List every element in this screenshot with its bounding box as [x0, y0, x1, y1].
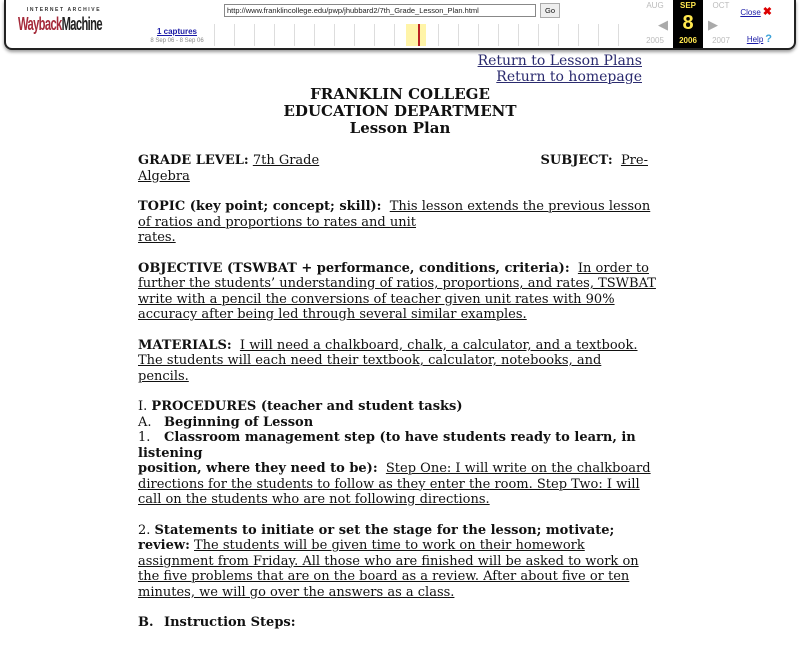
- topic-label: TOPIC (key point; concept; skill):: [138, 199, 382, 214]
- timeline-tick: [458, 24, 459, 46]
- current-month: SEP: [679, 1, 696, 10]
- timeline-tick: [294, 24, 295, 46]
- section-a-heading: [138, 415, 656, 431]
- step-1-number: 1.: [138, 430, 151, 445]
- objective-value: In order to further the students’ understanding of ratios, proportions, and rates, TSWBAT write with a pencil the conversions of teacher given unit rates with 90% accuracy after being led through several similar examples.: [138, 260, 656, 322]
- timeline-tick: [498, 24, 499, 46]
- capture-timeline[interactable]: [212, 24, 636, 46]
- topic-value-end: rates.: [138, 230, 176, 245]
- timeline-tick: [334, 24, 335, 46]
- next-year: 2007: [712, 36, 730, 45]
- grade-subject-row: [138, 153, 656, 184]
- section-b-number: B.: [138, 615, 154, 630]
- timeline-tick: [478, 24, 479, 46]
- logo-wayback-machine-text: WaybackMachine: [18, 14, 102, 34]
- timeline-tick: [598, 24, 599, 46]
- timeline-year-highlight: [406, 24, 426, 46]
- grade-level-label: GRADE LEVEL:: [138, 153, 249, 168]
- wayback-toolbar: [4, 0, 796, 50]
- timeline-tick: [274, 24, 275, 46]
- subject-label: SUBJECT:: [540, 153, 613, 168]
- step-2: [138, 523, 656, 601]
- timeline-tick: [314, 24, 315, 46]
- objective-label: OBJECTIVE (TSWBAT + performance, conditions, criteria):: [138, 260, 570, 276]
- procedures-number: I.: [138, 399, 148, 414]
- procedures-label: PROCEDURES (teacher and student tasks): [151, 399, 463, 414]
- subject-value-part2: Algebra: [138, 168, 190, 184]
- timeline-capture-marker[interactable]: [418, 24, 420, 46]
- section-a-label: Beginning of Lesson: [164, 414, 314, 430]
- timeline-tick: [374, 24, 375, 46]
- next-month: OCT: [712, 1, 730, 10]
- materials-label: MATERIALS:: [138, 337, 232, 353]
- materials-section: [138, 338, 656, 385]
- step-1-label: Classroom management step (to have students ready to learn, in listening: [138, 430, 636, 461]
- help-icon[interactable]: ?: [765, 33, 772, 45]
- step-2-value: The students will be given time to work on their homework assignment from Friday. All those who are finished will be asked to work on the five problems that are on the board as a review. After about five or ten minutes, we will go over the answers as a class.: [138, 538, 639, 600]
- timeline-tick: [538, 24, 539, 46]
- step-1-value: Step One: I will write on the chalkboard directions for the students to follow as they enter the room. Step Two: I will call on the students who are not following directions.: [138, 461, 651, 507]
- captures-link[interactable]: 1 captures: [156, 27, 198, 36]
- captures-info: [142, 27, 212, 44]
- title-college: FRANKLIN COLLEGE: [310, 85, 490, 103]
- objective-section: [138, 261, 656, 323]
- step-2-number: 2.: [138, 522, 151, 538]
- logo-internet-archive-text: INTERNET ARCHIVE: [26, 7, 102, 13]
- close-link[interactable]: Close: [740, 8, 761, 17]
- timeline-tick: [254, 24, 255, 46]
- go-button[interactable]: Go: [540, 3, 560, 18]
- timeline-tick: [558, 24, 559, 46]
- subject-value-part1: Pre-: [620, 153, 648, 168]
- section-a-number: A.: [138, 414, 152, 430]
- section-b-heading: [138, 615, 656, 631]
- calendar-current: [673, 0, 703, 48]
- topic-section: [138, 199, 656, 246]
- prev-year: 2005: [646, 36, 664, 45]
- timeline-tick: [618, 24, 619, 46]
- calendar-next[interactable]: [706, 0, 736, 48]
- help-link[interactable]: Help: [746, 35, 764, 44]
- calendar-prev[interactable]: [640, 0, 670, 48]
- prev-month: AUG: [646, 1, 664, 10]
- timeline-tick: [578, 24, 579, 46]
- return-links: [478, 53, 642, 85]
- procedures-heading: [138, 399, 656, 415]
- url-input[interactable]: http://www.franklincollege.edu/pwp/jhubbard2/7th_Grade_Lesson_Plan.html: [224, 4, 536, 17]
- section-b-label: Instruction Steps:: [164, 615, 296, 630]
- prev-arrow-icon[interactable]: ◀: [658, 17, 668, 32]
- timeline-tick: [214, 24, 215, 46]
- timeline-tick: [354, 24, 355, 46]
- help-control[interactable]: [747, 33, 772, 45]
- grade-level-value: 7th Grade: [252, 153, 320, 168]
- timeline-tick: [234, 24, 235, 46]
- next-arrow-icon[interactable]: ▶: [708, 17, 718, 32]
- close-icon[interactable]: ✖: [762, 6, 772, 18]
- return-to-lesson-plans-link[interactable]: Return to Lesson Plans: [477, 53, 642, 69]
- calendar-nav: [640, 0, 748, 48]
- close-control[interactable]: [740, 5, 772, 18]
- title-department: EDUCATION DEPARTMENT: [283, 102, 517, 120]
- materials-value: I will need a chalkboard, chalk, a calculator, and a textbook. The students will each need their textbook, calculator, notebooks, and pencils.: [138, 337, 638, 384]
- wayback-logo[interactable]: [18, 7, 110, 41]
- current-day: 8: [682, 12, 694, 34]
- timeline-tick: [518, 24, 519, 46]
- page-title: [0, 86, 800, 137]
- timeline-tick: [394, 24, 395, 46]
- topic-value: This lesson extends the previous lesson of ratios and proportions to rates and unit: [138, 199, 651, 230]
- captures-range: 8 Sep 06 - 8 Sep 06: [150, 38, 204, 44]
- step-1: [138, 430, 656, 508]
- timeline-tick: [438, 24, 439, 46]
- lesson-plan-content: [138, 153, 656, 646]
- subject-field: [541, 153, 648, 169]
- step-2-label: Statements to initiate or set the stage for the lesson; motivate; review:: [138, 522, 615, 553]
- step-1-label-cont: position, where they need to be):: [138, 461, 378, 476]
- current-year: 2006: [679, 36, 697, 45]
- title-lesson-plan: Lesson Plan: [349, 119, 451, 137]
- return-to-homepage-link[interactable]: Return to homepage: [496, 69, 642, 85]
